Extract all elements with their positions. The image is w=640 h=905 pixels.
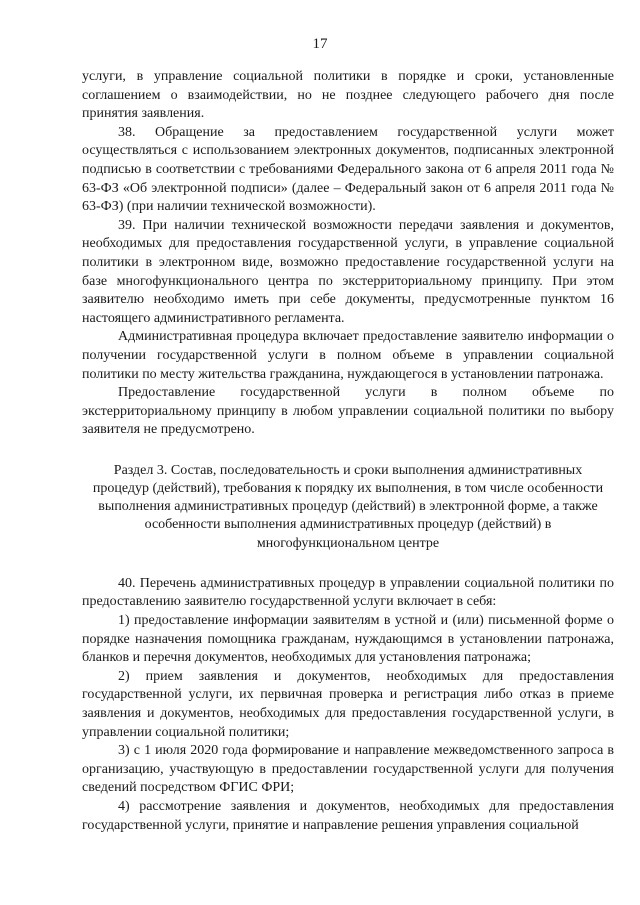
- list-item-1: 1) предоставление информации заявителям в устной и (или) письменной форме о порядке назначения помощника гражданам, нуждающимся в установлении патронажа, бланков и перечня документов, необходимых для установления патронажа;: [82, 613, 614, 666]
- paragraph-continuation: услуги, в управление социальной политики в порядке и сроки, установленные соглашением о взаимодействии, но не позднее следующего рабочего дня после принятия заявления.: [82, 69, 614, 122]
- list-item-3: 3) с 1 июля 2020 года формирование и направление межведомственного запроса в организацию, участвующую в предоставлении государственной услуги для получения сведений посредством ФГИС ФРИ;: [82, 743, 614, 796]
- section-3-heading: Раздел 3. Состав, последовательность и сроки выполнения административных процедур (действий), требования к порядку их выполнения, в том числе особенности выполнения административных процедур (действий) в электронной форме, а также особенности выполнения административных процедур (действий) в многофункциональном центре: [92, 462, 604, 551]
- page-number: 17: [312, 36, 328, 52]
- paragraph-38: 38. Обращение за предоставлением государственной услуги может осуществляться с использованием электронных документов, подписанных электронной подписью в соответствии с требованиями Федерального закона от 6 апреля 2011 года № 63-ФЗ «Об электронной подписи» (далее – Федеральный закон от 6 апреля 2011 года № 63-ФЗ) (при наличии технической возможности).: [82, 124, 614, 215]
- paragraph-39: 39. При наличии технической возможности передачи заявления и документов, необходимых для предоставления государственной услуги, в управление социальной политики в электронном виде, возможно предоставление государственной услуги на базе многофункционального центра по экстерриториальному принципу. При этом заявителю необходимо иметь при себе документы, предусмотренные пунктом 16 настоящего административного регламента.: [82, 217, 614, 326]
- document-body: [82, 68, 614, 835]
- paragraph-procedure: Административная процедура включает предоставление заявителю информации о получении государственной услуги в полном объеме в управлении социальной политики по месту жительства гражданина, нуждающегося в установлении патронажа.: [82, 329, 614, 382]
- list-item-2: 2) прием заявления и документов, необходимых для предоставления государственной услуги, их первичная проверка и регистрация либо отказ в приеме заявления и документов, необходимых для предоставления государственной услуги, в управлении социальной политики;: [82, 668, 614, 740]
- paragraph-extraterritorial: Предоставление государственной услуги в полном объеме по экстерриториальному принципу в любом управлении социальной политики по выбору заявителя не предусмотрено.: [82, 385, 614, 438]
- paragraph-40: 40. Перечень административных процедур в управлении социальной политики по предоставлению заявителю государственной услуги включает в себя:: [82, 575, 614, 610]
- list-item-4: 4) рассмотрение заявления и документов, необходимых для предоставления государственной услуги, принятие и направление решения управления социальной: [82, 799, 614, 833]
